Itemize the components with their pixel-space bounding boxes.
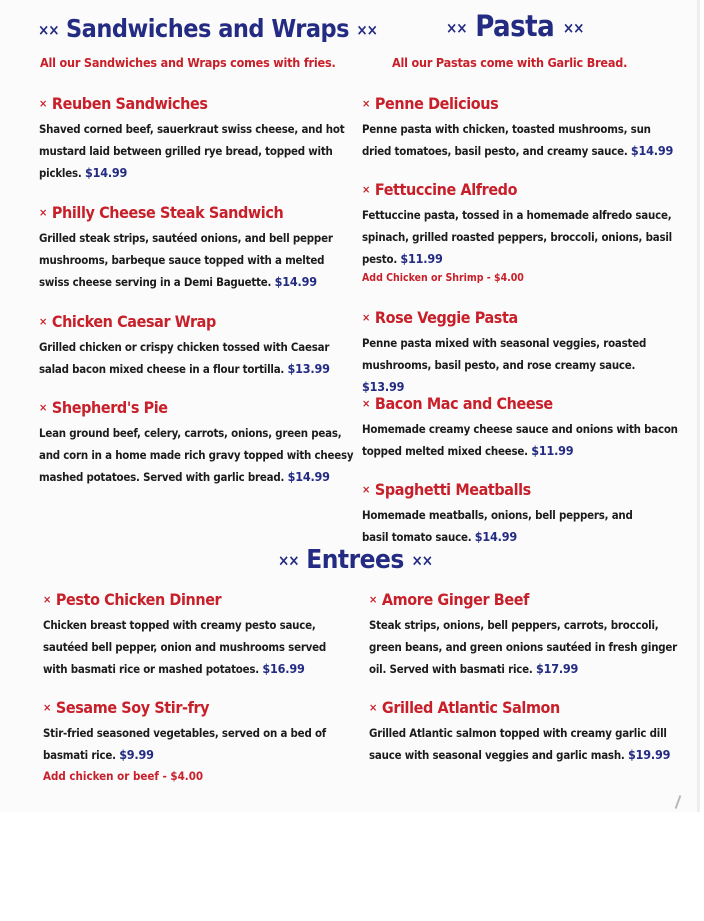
star-bullet-icon: × (362, 183, 370, 196)
item-description: Penne pasta mixed with seasonal veggies, roasted mushrooms, basil pesto, and rose creamy sauce. (362, 336, 647, 372)
item-name: Spaghetti Meatballs (374, 480, 531, 499)
star-bullet-icon: × (369, 593, 377, 606)
star-bullet-icon: × (43, 593, 51, 606)
star-bullet-icon: ×× (278, 551, 299, 570)
star-bullet-icon: × (369, 701, 377, 714)
star-bullet-icon: × (39, 206, 47, 219)
item-description: Grilled steak strips, sautéed onions, and bell pepper mushrooms, barbeque sauce topped with a melted swiss cheese serving in a Demi Baguette. (39, 231, 333, 289)
item-price: $13.99 (287, 361, 330, 376)
menu-item (369, 698, 679, 766)
menu-item (362, 480, 662, 548)
section-subtitle-pasta: All our Pastas come with Garlic Bread. (392, 55, 628, 70)
item-price: $14.99 (474, 529, 517, 544)
item-name: Chicken Caesar Wrap (51, 312, 216, 331)
star-bullet-icon: ×× (38, 21, 59, 39)
menu-item (362, 394, 680, 462)
item-description: Steak strips, onions, bell peppers, carrots, broccoli, green beans, and green onions sautéed in fresh ginger oil. Served with basmati rice. (369, 618, 678, 676)
menu-item (39, 312, 351, 380)
star-bullet-icon: ×× (356, 21, 377, 39)
item-price: $19.99 (628, 747, 671, 762)
item-name: Philly Cheese Steak Sandwich (51, 203, 284, 222)
item-description: Lean ground beef, celery, carrots, onions, green peas, and corn in a home made rich gravy topped with cheesy mashed potatoes. Served with garlic bread. (39, 426, 354, 484)
item-description: Fettuccine pasta, tossed in a homemade alfredo sauce, spinach, grilled roasted peppers, broccoli, onions, basil pesto. (362, 208, 672, 266)
item-description: Homemade creamy cheese sauce and onions with bacon topped melted mixed cheese. (362, 422, 678, 458)
item-description: Stir-fried seasoned vegetables, served on a bed of basmati rice. (43, 726, 327, 762)
item-description: Shaved corned beef, sauerkraut swiss cheese, and hot mustard laid between grilled rye bread, topped with pickles. (39, 122, 345, 180)
star-bullet-icon: × (362, 311, 370, 324)
page-margin (0, 812, 704, 921)
section-title-text: Sandwiches and Wraps (65, 14, 349, 43)
item-description: Homemade meatballs, onions, bell peppers, and basil tomato sauce. (362, 508, 633, 544)
menu-item (369, 590, 679, 680)
section-title-text: Entrees (306, 545, 404, 575)
item-price: $11.99 (531, 443, 574, 458)
section-title-sandwiches (38, 14, 377, 43)
item-name: Bacon Mac and Cheese (374, 394, 553, 413)
item-name: Grilled Atlantic Salmon (381, 698, 560, 717)
menu-item (39, 203, 351, 293)
star-bullet-icon: ×× (411, 551, 433, 570)
item-name: Pesto Chicken Dinner (55, 590, 222, 609)
menu-item (39, 398, 355, 488)
menu-item (43, 590, 351, 680)
item-price: $9.99 (119, 747, 154, 762)
item-name: Shepherd's Pie (51, 398, 168, 417)
star-bullet-icon: × (39, 97, 47, 110)
menu-item (39, 94, 351, 184)
item-price: $13.99 (362, 379, 405, 394)
item-name: Reuben Sandwiches (51, 94, 208, 113)
star-bullet-icon: ×× (446, 19, 467, 37)
item-price: $14.99 (84, 165, 128, 180)
star-bullet-icon: × (362, 483, 370, 496)
item-price: $17.99 (535, 661, 579, 676)
item-description: Grilled Atlantic salmon topped with creamy garlic dill sauce with seasonal veggies and garlic mash. (369, 726, 667, 762)
item-name: Fettuccine Alfredo (374, 180, 518, 199)
section-title-entrees (278, 545, 432, 575)
menu-item (362, 308, 680, 398)
star-bullet-icon: × (362, 397, 370, 410)
menu-item (362, 94, 680, 162)
item-price: $16.99 (262, 661, 305, 676)
item-name: Amore Ginger Beef (381, 590, 529, 609)
star-bullet-icon: ×× (562, 19, 584, 37)
item-name: Penne Delicious (374, 94, 499, 113)
item-description: Penne pasta with chicken, toasted mushrooms, sun dried tomatoes, basil pesto, and creamy sauce. (362, 122, 651, 158)
item-description: Chicken breast topped with creamy pesto sauce, sautéed bell pepper, onion and mushrooms served with basmati rice or mashed potatoes. (43, 618, 327, 676)
item-price: $14.99 (630, 143, 674, 158)
item-name: Rose Veggie Pasta (374, 308, 518, 327)
section-title-text: Pasta (475, 9, 555, 43)
star-bullet-icon: × (39, 401, 47, 414)
menu-item (362, 180, 680, 286)
item-name: Sesame Soy Stir-fry (55, 698, 210, 717)
section-title-pasta (446, 9, 583, 43)
item-addon: Add chicken or beef - $4.00 (43, 769, 204, 783)
section-subtitle-sandwiches: All our Sandwiches and Wraps comes with fries. (40, 55, 336, 70)
star-bullet-icon: × (43, 701, 51, 714)
star-bullet-icon: × (39, 315, 47, 328)
star-bullet-icon: × (362, 97, 370, 110)
menu-item (43, 698, 343, 784)
item-description: Grilled chicken or crispy chicken tossed with Caesar salad bacon mixed cheese in a flour tortilla. (39, 340, 330, 376)
item-price: $14.99 (274, 274, 317, 289)
item-addon: Add Chicken or Shrimp - $4.00 (362, 272, 524, 284)
item-price: $14.99 (287, 469, 330, 484)
item-price: $11.99 (400, 251, 443, 266)
